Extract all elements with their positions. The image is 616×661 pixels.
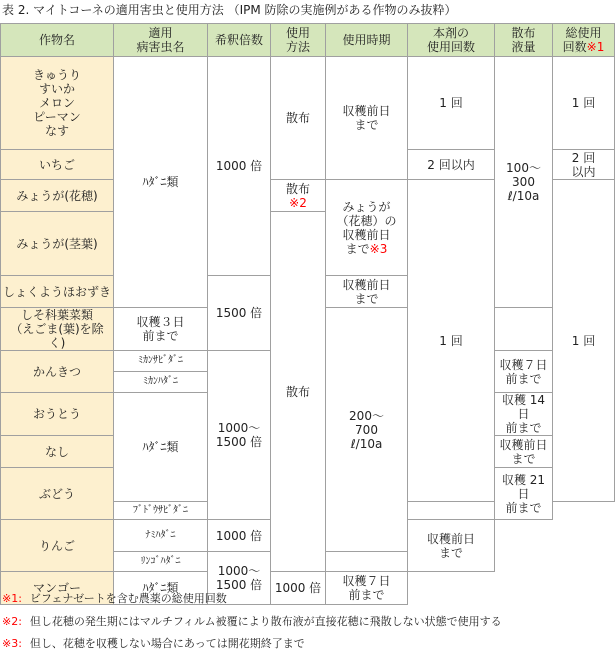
crop-cell: しそ科葉菜類 （えごま(葉)を除く) — [1, 308, 114, 351]
crop-cell: きゅうり すいか メロン ピーマン なす — [1, 57, 114, 150]
crop-cell: みょうが(花穂) — [1, 180, 114, 212]
header-volume: 散布 液量 — [495, 24, 553, 57]
header-total-count — [553, 24, 615, 57]
header-crop: 作物名 — [1, 24, 114, 57]
usage-table — [0, 23, 615, 605]
timing-cell: 収穫前日 まで — [326, 57, 408, 180]
footnote-text: ビフェナゼートを含む農薬の総使用回数 — [29, 592, 227, 605]
method-cell — [271, 180, 326, 212]
method-cell: 散布 — [271, 212, 326, 572]
pest-cell: ﾅﾐﾊﾀﾞﾆ — [114, 520, 208, 552]
dilution-cell: 1000～ 1500 倍 — [208, 351, 271, 520]
total-cell: 1 回 — [553, 180, 615, 502]
header-total-label: 総使用 回数 — [562, 26, 602, 54]
dilution-cell: 1000 倍 — [208, 520, 271, 552]
pest-cell: ﾊﾀﾞﾆ類 — [114, 57, 208, 308]
count-cell: 1 回 — [408, 57, 495, 150]
pest-cell: ﾘﾝｺﾞﾊﾀﾞﾆ — [114, 552, 208, 572]
timing-cell: 収穫７日 前まで — [495, 351, 553, 393]
dilution-cell: 1000 倍 — [208, 57, 271, 276]
crop-cell: しょくようほおずき — [1, 276, 114, 308]
header-timing: 使用時期 — [326, 24, 408, 57]
timing-cell — [326, 180, 408, 276]
volume-cell: 200～ 700 ℓ/10a — [326, 308, 408, 552]
dilution-cell: 1000 倍 — [271, 572, 326, 605]
crop-cell: いちご — [1, 150, 114, 180]
pest-cell: ﾌﾞﾄﾞｳｻﾋﾞﾀﾞﾆ — [114, 502, 208, 520]
crop-cell: りんご — [1, 520, 114, 572]
pest-cell: ﾐｶﾝﾊﾀﾞﾆ — [114, 372, 208, 393]
pest-cell: ﾐｶﾝｻﾋﾞﾀﾞﾆ — [114, 351, 208, 372]
footnote-text: 但し花穂の発生期にはマルチフィルム被覆により散布液が直接花穂に飛散しない状態で使用する — [29, 615, 502, 628]
footnote-mark: ※3: — [2, 637, 22, 650]
timing-cell: 収穫前日 まで — [326, 276, 408, 308]
footnote — [2, 637, 305, 650]
method-label: 散布 — [285, 181, 310, 196]
count-cell: 1 回 — [408, 180, 495, 502]
timing-cell: 収穫前日 まで — [495, 436, 553, 468]
volume-cell: 100～ 300 ℓ/10a — [495, 57, 553, 308]
header-method: 使用 方法 — [271, 24, 326, 57]
footnote-text: 但し、花穂を収穫しない場合にあっては開花期終了まで — [29, 637, 305, 650]
table-caption: 表 2. マイトコーネの適用害虫と使用方法 （IPM 防除の実施例がある作物のみ抜粋） — [2, 3, 457, 17]
count-cell: 2 回以内 — [408, 150, 495, 180]
timing-label: みょうが （花穂）の 収穫前日 まで — [336, 199, 397, 256]
footnote-mark: ※2: — [2, 615, 22, 628]
pest-cell: ﾊﾀﾞﾆ類 — [114, 572, 208, 605]
crop-cell: おうとう — [1, 393, 114, 436]
method-mark: ※2 — [289, 195, 307, 210]
dilution-cell: 1500 倍 — [208, 276, 271, 351]
header-this-count: 本剤の 使用回数 — [408, 24, 495, 57]
crop-cell: みょうが(茎葉) — [1, 212, 114, 276]
header-total-mark: ※1 — [586, 40, 605, 54]
timing-cell: 収穫 21 日 前まで — [495, 468, 553, 520]
header-pest: 適用 病害虫名 — [114, 24, 208, 57]
total-cell: 1 回 — [553, 57, 615, 150]
timing-cell: 収穫 14 日 前まで — [495, 393, 553, 436]
crop-cell: ぶどう — [1, 468, 114, 520]
total-cell: 2 回 以内 — [553, 150, 615, 180]
footnote — [2, 592, 227, 605]
crop-cell: マンゴー — [1, 572, 114, 605]
pest-cell: ﾊﾀﾞﾆ類 — [114, 393, 208, 502]
footnote-mark: ※1: — [2, 592, 22, 605]
timing-cell: 収穫７日 前まで — [326, 572, 408, 605]
method-cell: 散布 — [271, 57, 326, 180]
header-dilution: 希釈倍数 — [208, 24, 271, 57]
crop-cell: かんきつ — [1, 351, 114, 393]
timing-cell: 収穫３日 前まで — [114, 308, 208, 351]
timing-mark: ※3 — [369, 241, 388, 256]
crop-cell: なし — [1, 436, 114, 468]
dilution-cell: 1000～ 1500 倍 — [208, 552, 271, 605]
footnote — [2, 615, 502, 628]
timing-cell: 収穫前日 まで — [408, 520, 495, 572]
